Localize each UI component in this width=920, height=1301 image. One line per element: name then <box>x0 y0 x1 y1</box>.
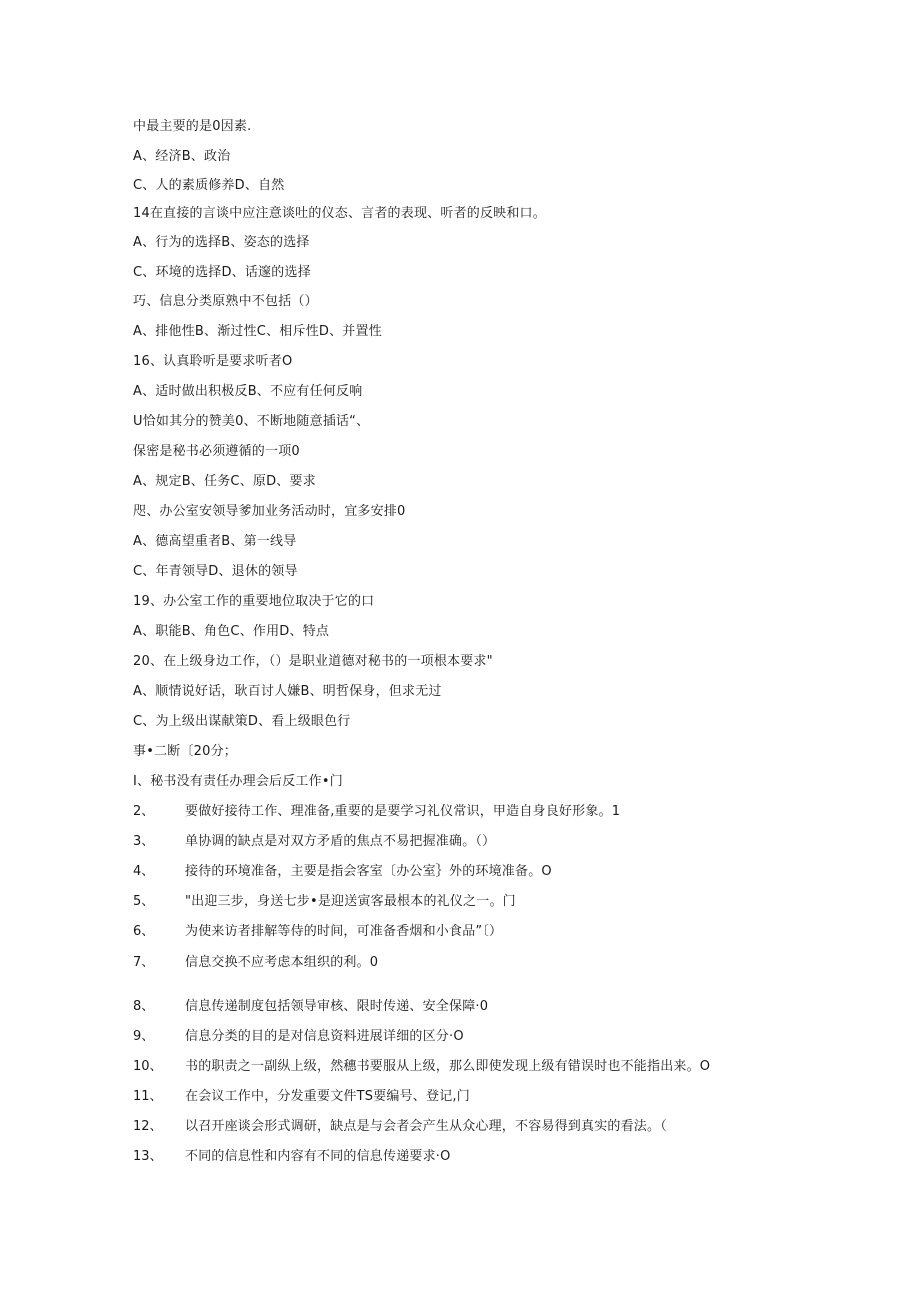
item-text: 信息传递制度包括领导审核、限时传递、安全保障·0 <box>185 999 489 1014</box>
item-text: 单协调的缺点是对双方矛盾的焦点不易把握准确。（） <box>185 834 496 849</box>
text-line: 保密是秘书必须遵循的一项0 <box>133 444 300 459</box>
item-text: 为使来访者排解等侍的时间，可准备香烟和小食品”〔） <box>185 924 503 939</box>
item-number: 2、 <box>133 804 155 819</box>
text-line: A、职能B、角色C、作用D、特点 <box>133 624 330 639</box>
item-text: 书的职责之一副纵上级，然穗书要服从上级，那么即使发现上级有错误时也不能指出来。O <box>185 1059 711 1074</box>
item-number: 3、 <box>133 834 155 849</box>
item-text: "出迎三步，身送七步•是迎送寅客最根本的礼仪之一。门 <box>185 894 516 909</box>
text-line: C、环境的选择D、话邃的选择 <box>133 265 311 280</box>
text-line: A、德高望重者B、第一线导 <box>133 534 297 549</box>
item-text: 接待的环境准备，主要是指会客室〔办公室｝外的环境准备。O <box>185 864 552 879</box>
text-line: C、人的素质修养D、自然 <box>133 178 285 193</box>
item-number: 5、 <box>133 894 155 909</box>
item-text: 在会议工作中，分发重要文件TS要编号、登记,门 <box>185 1089 470 1104</box>
text-line: 16、认真聆听是要求听者O <box>133 354 293 369</box>
text-line: A、经济B、政治 <box>133 149 231 164</box>
text-line: C、年青领导D、退休的领导 <box>133 564 298 579</box>
text-line: 巧、信息分类原熟中不包括（） <box>133 294 318 309</box>
item-text: 以召开座谈会形式调研，缺点是与会者会产生从众心理，不容易得到真实的看法。（ <box>185 1119 667 1134</box>
text-line: A、排他性B、渐过性C、相斥性D、并置性 <box>133 324 382 339</box>
text-line: U恰如其分的赞美0、不断地随意插话“、 <box>133 414 370 429</box>
item-number: 10、 <box>133 1059 163 1074</box>
item-text: 要做好接待工作、理准备,重要的是要学习礼仪常识，甲造自身良好形象。1 <box>185 804 621 819</box>
item-number: 9、 <box>133 1029 155 1044</box>
item-number: 11、 <box>133 1089 163 1104</box>
text-line: 14在直接的言谈中应注意谈吐的仪态、言者的表现、听者的反映和口。 <box>133 206 546 221</box>
text-line: A、适时做出积极反B、不应有任何反响 <box>133 384 363 399</box>
item-number: 12、 <box>133 1119 163 1134</box>
item-number: 7、 <box>133 955 155 970</box>
item-number: 8、 <box>133 999 155 1014</box>
text-line: C、为上级出谋献策D、看上级眼色行 <box>133 714 351 729</box>
text-line: 咫、办公室安领导爹加业务活动时，宜多安排0 <box>133 504 406 519</box>
text-line: I、秘书没有责任办理会后反工作•门 <box>133 774 343 789</box>
item-text: 信息交换不应考虑本组织的利。0 <box>185 955 379 970</box>
item-text: 信息分类的目的是对信息资料进展详细的区分·O <box>185 1029 464 1044</box>
item-number: 6、 <box>133 924 155 939</box>
section-heading: 事•二断〔20分； <box>133 744 238 759</box>
text-line: A、规定B、任务C、原D、要求 <box>133 474 316 489</box>
text-line: 中最主要的是0因素. <box>133 119 252 134</box>
text-line: A、顺情说好话，耿百讨人嫌B、明哲保身，但求无过 <box>133 684 442 699</box>
text-line: 20、在上级身边工作，（）是职业道德对秘书的一项根本要求" <box>133 654 493 669</box>
item-number: 13、 <box>133 1149 163 1164</box>
item-text: 不同的信息性和内容有不同的信息传递要求·O <box>185 1149 451 1164</box>
item-number: 4、 <box>133 864 155 879</box>
text-line: 19、办公室工作的重要地位取决于它的口 <box>133 594 375 609</box>
text-line: A、行为的选择B、姿态的选择 <box>133 235 310 250</box>
